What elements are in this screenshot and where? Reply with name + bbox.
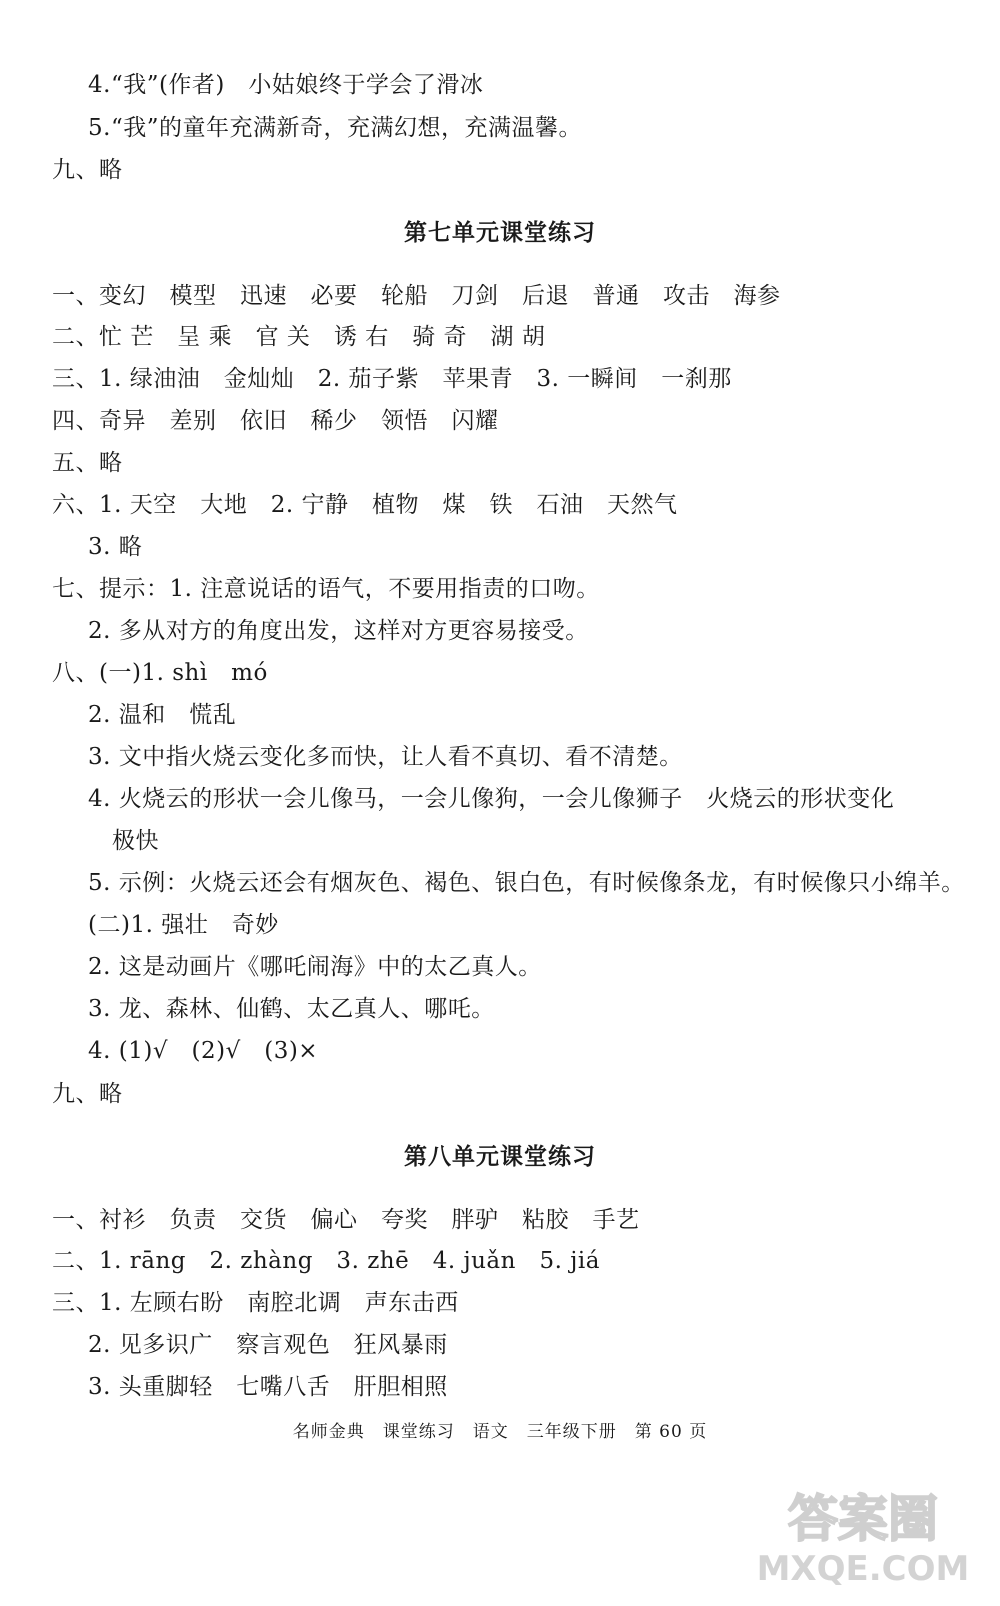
answer-line: 4. (1)√ (2)√ (3)× [88, 1038, 319, 1064]
answer-line: 3. 头重脚轻 七嘴八舌 肝胆相照 [88, 1374, 448, 1400]
answer-line: 五、略 [52, 450, 123, 476]
answer-line: 5.“我”的童年充满新奇，充满幻想，充满温馨。 [88, 115, 582, 141]
answer-line: 3. 文中指火烧云变化多而快，让人看不真切、看不清楚。 [88, 744, 683, 770]
answer-line: 2. 温和 慌乱 [88, 702, 237, 728]
answer-line: 4. 火烧云的形状一会儿像马，一会儿像狗，一会儿像狮子 火烧云的形状变化 [88, 786, 895, 812]
answer-line: 二、忙 芒 呈 乘 官 关 诱 右 骑 奇 湖 胡 [52, 324, 546, 350]
answer-line: 六、1. 天空 大地 2. 宁静 植物 煤 铁 石油 天然气 [52, 492, 678, 518]
answer-line: 2. 这是动画片《哪吒闹海》中的太乙真人。 [88, 954, 542, 980]
answer-line: 极快 [112, 828, 159, 854]
answer-line: 5. 示例：火烧云还会有烟灰色、褐色、银白色，有时候像条龙，有时候像只小绵羊。 [88, 870, 965, 896]
answer-line: 三、1. 左顾右盼 南腔北调 声东击西 [52, 1290, 459, 1316]
answer-line: 一、衬衫 负责 交货 偏心 夸奖 胖驴 粘胶 手艺 [52, 1207, 640, 1233]
answer-line: 八、(一)1. shì mó [52, 660, 268, 686]
answer-line: 3. 略 [88, 534, 143, 560]
answer-line: 七、提示：1. 注意说话的语气，不要用指责的口吻。 [52, 576, 600, 602]
page-footer: 名师金典 课堂练习 语文 三年级下册 第 60 页 [292, 1422, 708, 1442]
answer-line: 四、奇异 差别 依旧 稀少 领悟 闪耀 [52, 408, 499, 434]
answer-line: 九、略 [52, 157, 123, 183]
answer-line: 九、略 [52, 1081, 123, 1107]
answer-line: 二、1. rāng 2. zhàng 3. zhē 4. juǎn 5. jiá [52, 1248, 600, 1274]
answer-line: (二)1. 强壮 奇妙 [88, 912, 279, 938]
answer-line: 三、1. 绿油油 金灿灿 2. 茄子紫 苹果青 3. 一瞬间 一刹那 [52, 366, 732, 392]
answer-line: 3. 龙、森林、仙鹤、太乙真人、哪吒。 [88, 996, 495, 1022]
watermark-logo [748, 1478, 978, 1588]
watermark-domain: MXQE.COM [756, 1549, 970, 1588]
watermark-brand: 答案圈 [788, 1490, 938, 1548]
unit-8-heading: 第八单元课堂练习 [404, 1143, 596, 1170]
answer-line: 2. 见多识广 察言观色 狂风暴雨 [88, 1332, 448, 1358]
answer-line: 4.“我”(作者) 小姑娘终于学会了滑冰 [88, 72, 484, 98]
answer-line: 2. 多从对方的角度出发，这样对方更容易接受。 [88, 618, 589, 644]
unit-7-heading: 第七单元课堂练习 [404, 219, 596, 246]
answer-line: 一、变幻 模型 迅速 必要 轮船 刀剑 后退 普通 攻击 海参 [52, 283, 781, 309]
